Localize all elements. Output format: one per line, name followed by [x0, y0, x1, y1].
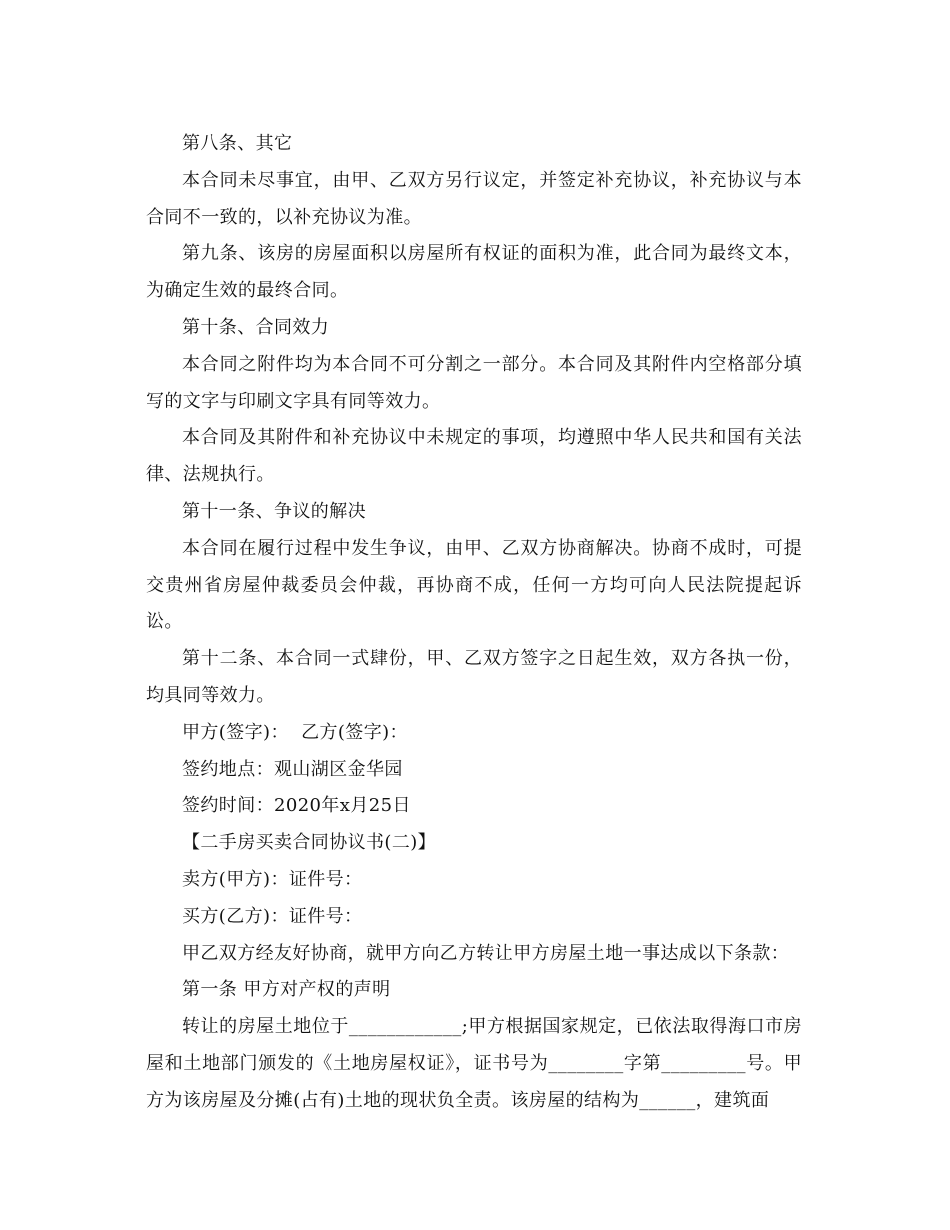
agreement-intro: 甲乙双方经友好协商，就甲方向乙方转让甲方房屋土地一事达成以下条款： — [182, 942, 790, 964]
article-10-annex-text: 本合同之附件均为本合同不可分割之一部分。本合同及其附件内空格部分填写的文字与印刷文字具有同等效力。 — [146, 353, 802, 412]
article-12-text: 第十二条、本合同一式肆份，甲、乙双方签字之日起生效，双方各执一份，均具同等效力。 — [146, 648, 802, 706]
signature-line: 甲方(签字)： 乙方(签字)： — [182, 721, 408, 743]
signing-date: 签约时间：2020年x月25日 — [182, 795, 411, 817]
buyer-line: 买方(乙方)：证件号： — [182, 905, 363, 927]
article-8-text: 本合同未尽事宜，由甲、乙双方另行议定，并签定补充协议，补充协议与本合同不一致的，以补充协议为准。 — [146, 169, 802, 228]
seller-line: 卖方(甲方)：证件号： — [182, 868, 363, 890]
article-9-text: 第九条、该房的房屋面积以房屋所有权证的面积为准，此合同为最终文本，为确定生效的最终合同。 — [146, 243, 802, 302]
second-contract-title: 【二手房买卖合同协议书(二)】 — [182, 832, 437, 854]
article-1-text: 转让的房屋土地位于____________;甲方根据国家规定，已依法取得海口市房屋和土地部门颁发的《土地房屋权证》，证书号为________字第_________号。甲方为该房屋及分摊(占有)土地的现状负全责。该房屋的结构为______，建筑面 — [146, 1016, 802, 1111]
article-10-law-text: 本合同及其附件和补充协议中未规定的事项，均遵照中华人民共和国有关法律、法规执行。 — [146, 427, 802, 486]
article-11-heading: 第十一条、争议的解决 — [182, 500, 366, 522]
signing-place: 签约地点：观山湖区金华园 — [182, 758, 403, 780]
article-8-heading: 第八条、其它 — [182, 133, 293, 154]
article-1-heading: 第一条 甲方对产权的声明 — [182, 979, 391, 1001]
document-body — [146, 126, 802, 1120]
article-10-heading: 第十条、合同效力 — [182, 316, 330, 338]
article-11-text: 本合同在履行过程中发生争议，由甲、乙双方协商解决。协商不成时，可提交贵州省房屋仲裁委员会仲裁，再协商不成，任何一方均可向人民法院提起诉讼。 — [146, 537, 802, 633]
